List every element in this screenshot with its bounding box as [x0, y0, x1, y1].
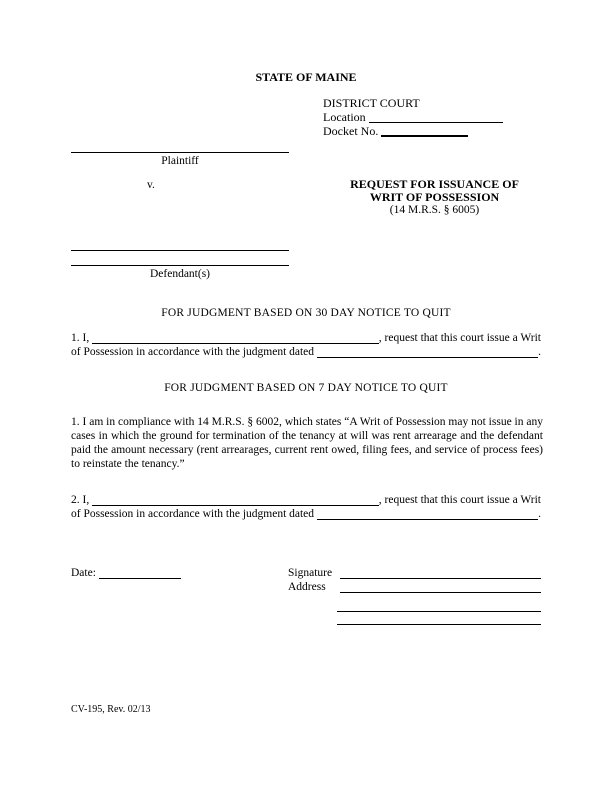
signature-block — [288, 566, 541, 594]
requester-name-line-30[interactable] — [92, 332, 379, 344]
clause-7-line-2 — [71, 507, 541, 521]
docket-row — [323, 124, 468, 138]
address-label: Address — [288, 581, 326, 593]
clause-30-middle: , request that this court issue a Writ — [378, 332, 541, 344]
clause-7-day — [71, 493, 541, 521]
signature-input[interactable] — [340, 567, 541, 579]
compliance-clause: 1. I am in compliance with 14 M.R.S. § 6002, which states “A Writ of Possession may not issue in any cases in which the ground for termination of the tenancy at will was rent arrearage and the defendant paid the amount necessary (rent arrearages, current rent owed, filing fees, and service of process fees) to reinstate the tenancy.” — [71, 416, 543, 470]
clause-30-end: . — [538, 346, 541, 358]
clause-7-line-1 — [71, 493, 541, 507]
defendant-name-line-2[interactable] — [71, 265, 289, 266]
judgment-7-day-heading: FOR JUDGMENT BASED ON 7 DAY NOTICE TO QUIT — [164, 382, 448, 394]
clause-7-dated-text: of Possession in accordance with the judgment dated — [71, 508, 315, 520]
clause-7-middle: , request that this court issue a Writ — [378, 494, 541, 506]
request-title-line-1: REQUEST FOR ISSUANCE OF — [350, 177, 519, 191]
clause-7-prefix: 2. I, — [71, 494, 90, 506]
address-row — [288, 580, 541, 594]
court-name: DISTRICT COURT — [323, 96, 420, 110]
date-row — [71, 566, 181, 580]
signature-row — [288, 566, 541, 580]
clause-30-line-2 — [71, 345, 541, 359]
clause-30-prefix: 1. I, — [71, 332, 90, 344]
address-input-1[interactable] — [340, 581, 541, 593]
date-label: Date: — [71, 567, 96, 579]
signature-label: Signature — [288, 567, 333, 579]
requester-name-line-7[interactable] — [92, 494, 379, 506]
defendant-name-line-1[interactable] — [71, 250, 289, 251]
clause-30-day — [71, 331, 541, 359]
page-title: STATE OF MAINE — [255, 70, 357, 84]
docket-label: Docket No. — [323, 124, 379, 138]
clause-7-end: . — [538, 508, 541, 520]
plaintiff-name-line[interactable] — [71, 152, 289, 153]
judgment-date-line-30[interactable] — [317, 346, 538, 358]
date-input[interactable] — [99, 567, 181, 579]
clause-30-dated-text: of Possession in accordance with the judgment dated — [71, 346, 315, 358]
request-title-line-2: WRIT OF POSSESSION — [369, 190, 500, 204]
statute-citation: (14 M.R.S. § 6005) — [389, 204, 480, 216]
defendant-label: Defendant(s) — [149, 268, 211, 280]
address-input-3[interactable] — [337, 624, 541, 625]
location-row — [323, 110, 503, 124]
address-input-2[interactable] — [337, 611, 541, 612]
judgment-30-day-heading: FOR JUDGMENT BASED ON 30 DAY NOTICE TO QUIT — [161, 307, 451, 319]
location-label: Location — [323, 110, 366, 124]
docket-input[interactable] — [381, 124, 468, 137]
plaintiff-label: Plaintiff — [161, 155, 199, 167]
judgment-date-line-7[interactable] — [317, 508, 538, 520]
request-title-block — [318, 178, 551, 217]
form-number: CV-195, Rev. 02/13 — [71, 704, 151, 715]
court-block — [323, 96, 503, 138]
clause-30-line-1 — [71, 331, 541, 345]
versus-label: v. — [147, 179, 155, 191]
location-input[interactable] — [369, 111, 503, 123]
